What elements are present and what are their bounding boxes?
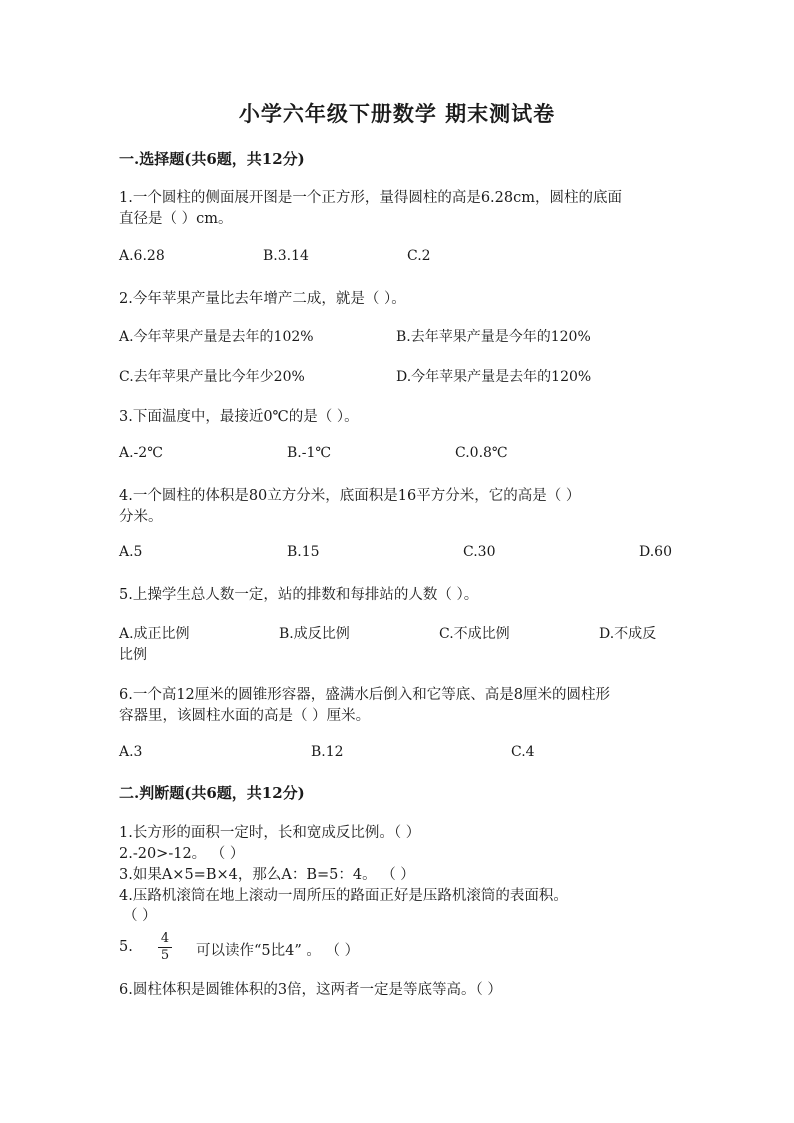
- question-5-option-d: D.不成反: [599, 626, 657, 642]
- question-1-line-1: 1.一个圆柱的侧面展开图是一个正方形，量得圆柱的高是6.28cm，圆柱的底面: [119, 190, 622, 206]
- question-1-line-2: 直径是（ ）cm。: [119, 211, 233, 227]
- question-4-option-a: A.5: [119, 544, 143, 560]
- question-5-option-c: C.不成比例: [439, 626, 510, 642]
- question-4-option-b: B.15: [287, 544, 320, 560]
- page-title: 小学六年级下册数学 期末测试卷: [238, 101, 556, 126]
- fraction-denominator: 5: [160, 948, 170, 963]
- judge-item-5-label: 5.: [119, 939, 133, 955]
- question-5-option-a: A.成正比例: [119, 626, 190, 642]
- question-5-option-d-wrap: 比例: [119, 647, 147, 663]
- judge-item-6: 6.圆柱体积是圆锥体积的3倍，这两者一定是等底等高。（ ）: [119, 982, 502, 998]
- judge-item-1: 1.长方形的面积一定时，长和宽成反比例。（ ）: [119, 825, 421, 841]
- question-3-option-a: A.-2℃: [119, 445, 163, 461]
- question-6-option-a: A.3: [119, 744, 143, 760]
- judge-item-2: 2.-20>-12。 （ ）: [119, 846, 245, 862]
- question-4-line-1: 4.一个圆柱的体积是80立方分米，底面积是16平方分米，它的高是（ ）: [119, 488, 581, 504]
- question-2-option-a: A.今年苹果产量是去年的102%: [119, 329, 314, 345]
- question-5-text: 5.上操学生总人数一定，站的排数和每排站的人数（ ）。: [119, 587, 479, 603]
- question-1-option-b: B.3.14: [263, 248, 309, 264]
- judge-item-3: 3.如果A×5=B×4，那么A：B=5：4。 （ ）: [119, 867, 415, 883]
- question-6-option-b: B.12: [311, 744, 344, 760]
- fraction-numerator: 4: [158, 931, 172, 948]
- section-heading-choice: 一.选择题(共6题，共12分): [119, 150, 305, 168]
- question-2-option-d: D.今年苹果产量是去年的120%: [396, 369, 592, 385]
- question-4-option-c: C.30: [463, 544, 496, 560]
- question-3-option-c: C.0.8℃: [455, 445, 508, 461]
- question-3-option-b: B.-1℃: [287, 445, 332, 461]
- judge-item-4-bracket: （ ）: [123, 908, 157, 924]
- question-5-option-b: B.成反比例: [279, 626, 350, 642]
- question-1-option-c: C.2: [407, 248, 431, 264]
- question-6-option-c: C.4: [511, 744, 535, 760]
- question-4-line-2: 分米。: [119, 509, 163, 525]
- question-6-line-1: 6.一个高12厘米的圆锥形容器，盛满水后倒入和它等底、高是8厘米的圆柱形: [119, 687, 611, 703]
- fraction-four-fifths: [158, 931, 172, 964]
- question-1-option-a: A.6.28: [119, 248, 165, 264]
- question-4-option-d: D.60: [639, 544, 672, 560]
- question-2-text: 2.今年苹果产量比去年增产二成，就是（ ）。: [119, 291, 406, 307]
- judge-item-5-text: 可以读作“5比4” 。 （ ）: [196, 943, 360, 959]
- question-2-option-b: B.去年苹果产量是今年的120%: [396, 329, 591, 345]
- judge-item-4: 4.压路机滚筒在地上滚动一周所压的路面正好是压路机滚筒的表面积。: [119, 888, 568, 904]
- section-heading-true-false: 二.判断题(共6题，共12分): [119, 784, 305, 802]
- question-2-option-c: C.去年苹果产量比今年少20%: [119, 369, 305, 385]
- question-3-text: 3.下面温度中，最接近0℃的是（ ）。: [119, 409, 359, 425]
- question-6-line-2: 容器里，该圆柱水面的高是（ ）厘米。: [119, 708, 371, 724]
